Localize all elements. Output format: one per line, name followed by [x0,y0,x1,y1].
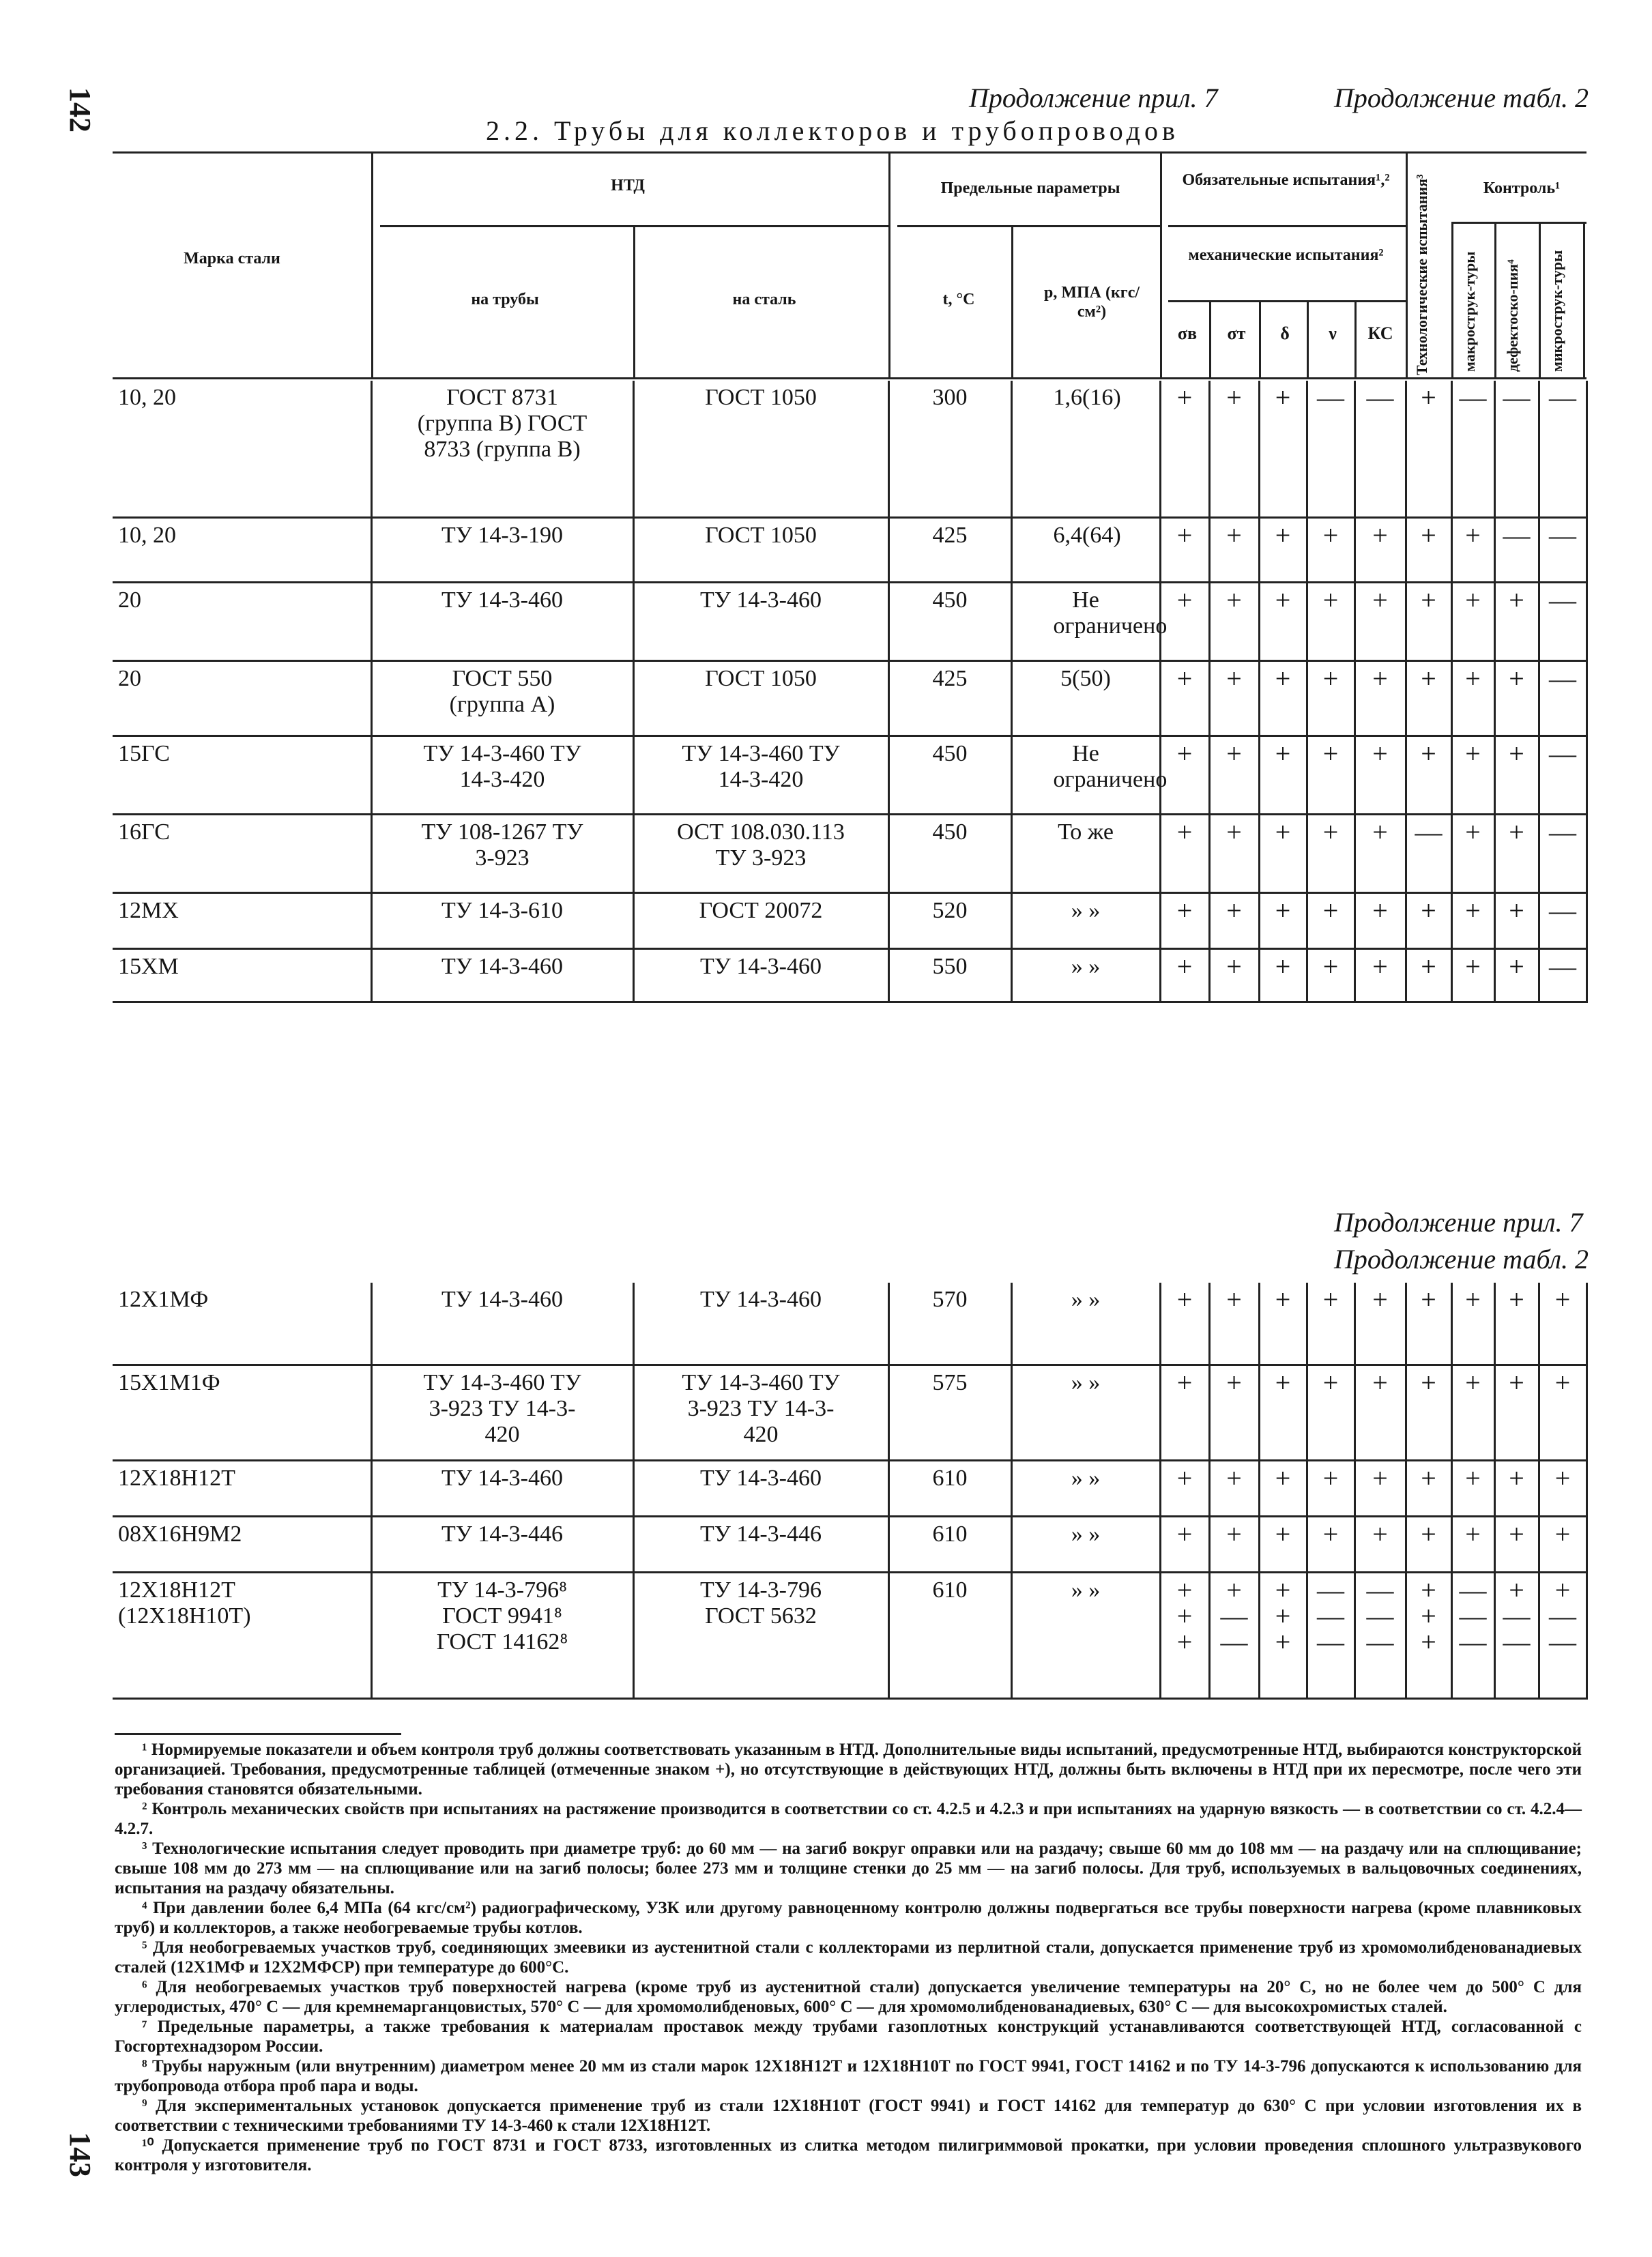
test-mark-cell: + [1539,1460,1586,1516]
pressure-cell: Не ограничено [1011,582,1160,660]
test-mark-cell: + [1494,1365,1539,1460]
ntd-pipes-cell: ТУ 14-3-460 [371,948,633,1002]
test-mark-cell: — [1539,892,1586,948]
footnote: ⁴ При давлении более 6,4 МПа (64 кгс/см²) радиографическому, УЗК или другому равноценному контролю должны подвергаться все трубы поверхности нагрева (кроме плавниковых труб) и коллекторов, а также необогреваемые трубы котлов. [115,1899,1582,1937]
ntd-steel-cell: ГОСТ 20072 [633,892,888,948]
col-macro: макрострук-туры [1461,251,1478,372]
ntd-steel-cell: ТУ 14-3-460 [633,1283,888,1365]
test-mark-cell: + [1209,948,1259,1002]
test-mark-cell: — [1539,660,1586,736]
pipes-table-2 [113,1283,1588,1700]
test-mark-cell: + [1307,736,1354,814]
test-mark-cell: — [1451,381,1494,517]
test-mark-cell: + [1160,948,1209,1002]
temperature-cell: 610 [888,1572,1011,1698]
test-mark-cell: — [1539,736,1586,814]
test-mark-cell: — [1307,381,1354,517]
test-mark-cell: + [1451,1365,1494,1460]
test-mark-cell: + [1354,1516,1406,1572]
temperature-cell: 300 [888,381,1011,517]
test-mark-cell: + [1494,948,1539,1002]
table-row [113,1572,1586,1698]
test-mark-cell: + [1307,582,1354,660]
ntd-steel-cell: ГОСТ 1050 [633,381,888,517]
test-mark-cell: + [1451,517,1494,582]
test-mark-cell: — — — [1354,1572,1406,1698]
test-mark-cell: + + + [1160,1572,1209,1698]
test-mark-cell: + [1259,381,1307,517]
steel-grade-cell: 12МХ [113,892,371,948]
page-number-top: 142 [63,87,97,132]
test-mark-cell: + [1494,814,1539,892]
test-mark-cell: + [1209,660,1259,736]
test-mark-cell: + [1209,1460,1259,1516]
test-mark-cell: + [1494,1460,1539,1516]
footnote: ⁵ Для необогреваемых участков труб, соединяющих змеевики из аустенитной стали с коллекторами из перлитной стали, допускается применение труб из хромомолибденованадиевых сталей (12Х1МФ и 12Х2МФСР) при температуре до 600°С. [115,1938,1582,1977]
header-top-rule [113,151,1586,154]
test-mark-cell: + [1451,948,1494,1002]
test-mark-cell: — — — [1307,1572,1354,1698]
table-row [113,736,1586,814]
footnote: ⁹ Для экспериментальных установок допускается применение труб из стали 12Х18Н10Т (ГОСТ 9941) и ГОСТ 14162 для температур до 630° С при условии изготовления их в соответствии с техническими требованиями ТУ 14-3-460 к стали 12Х18Н12Т. [115,2097,1582,2135]
ntd-pipes-cell: ТУ 14-3-460 ТУ 3-923 ТУ 14-3-420 [371,1365,633,1460]
test-mark-cell: + [1307,1283,1354,1365]
ntd-pipes-cell: ТУ 14-3-190 [371,517,633,582]
test-mark-cell: — [1539,381,1586,517]
pressure-cell: » » [1011,1460,1160,1516]
pressure-cell: 6,4(64) [1011,517,1160,582]
test-mark-cell: + [1160,1365,1209,1460]
test-mark-cell: + [1406,660,1451,736]
col-mark: Марка стали [184,250,280,267]
test-mark-cell: + [1160,517,1209,582]
col-control: Контроль¹ [1483,179,1561,197]
test-mark-cell: + [1451,660,1494,736]
table-row [113,582,1586,660]
ntd-steel-cell: ТУ 14-3-796 ГОСТ 5632 [633,1572,888,1698]
ntd-pipes-cell: ТУ 14-3-610 [371,892,633,948]
temperature-cell: 425 [888,517,1011,582]
footnote: ⁸ Трубы наружным (или внутренним) диаметром менее 20 мм из стали марок 12Х18Н12Т и 12Х18Н10Т по ГОСТ 9941, ГОСТ 14162 и по ТУ 14-3-796 допускаются к использованию для трубопровода отбора проб пара и воды. [115,2057,1582,2095]
temperature-cell: 520 [888,892,1011,948]
ntd-pipes-cell: ТУ 14-3-460 ТУ 14-3-420 [371,736,633,814]
pipes-table-1 [113,381,1588,1003]
test-mark-cell: + [1451,1283,1494,1365]
test-mark-cell: + [1354,1365,1406,1460]
test-mark-cell: — — — [1451,1572,1494,1698]
col-limits: Предельные параметры [940,179,1120,197]
test-mark-cell: + — — [1494,1572,1539,1698]
test-mark-cell: — [1539,517,1586,582]
test-mark-cell: + [1494,1283,1539,1365]
steel-grade-cell: 15ХМ [113,948,371,1002]
table-row [113,517,1586,582]
test-mark-cell: — [1539,814,1586,892]
col-mandatory: Обязательные испытания¹,² [1182,171,1390,189]
pressure-cell: » » [1011,892,1160,948]
steel-grade-cell: 10, 20 [113,517,371,582]
test-mark-cell: + [1406,1516,1451,1572]
test-mark-cell: + [1259,948,1307,1002]
test-mark-cell: + [1259,1516,1307,1572]
test-mark-cell: + [1307,517,1354,582]
temperature-cell: 450 [888,582,1011,660]
temperature-cell: 425 [888,660,1011,736]
ntd-steel-cell: ТУ 14-3-460 ТУ 14-3-420 [633,736,888,814]
steel-grade-cell: 12Х18Н12Т [113,1460,371,1516]
ntd-steel-cell: ТУ 14-3-460 ТУ 3-923 ТУ 14-3-420 [633,1365,888,1460]
ntd-steel-cell: ТУ 14-3-446 [633,1516,888,1572]
col-sigma-b: σв [1177,323,1198,343]
test-mark-cell: + [1354,1460,1406,1516]
ntd-pipes-cell: ТУ 14-3-460 [371,1460,633,1516]
table-row [113,948,1586,1002]
ntd-pipes-cell: ТУ 14-3-446 [371,1516,633,1572]
temperature-cell: 450 [888,814,1011,892]
test-mark-cell: + [1160,892,1209,948]
pressure-cell: » » [1011,948,1160,1002]
test-mark-cell: + [1209,1365,1259,1460]
test-mark-cell: + [1451,736,1494,814]
table-row [113,381,1586,517]
test-mark-cell: + [1494,892,1539,948]
table-row [113,1365,1586,1460]
test-mark-cell: + [1259,517,1307,582]
steel-grade-cell: 15Х1М1Ф [113,1365,371,1460]
col-sigma-t: σт [1227,323,1246,343]
table-row [113,1516,1586,1572]
test-mark-cell: + [1209,582,1259,660]
test-mark-cell: + [1160,1516,1209,1572]
pressure-cell: 1,6(16) [1011,381,1160,517]
col-kc: КС [1367,323,1393,343]
test-mark-cell: + [1354,1283,1406,1365]
test-mark-cell: + [1406,582,1451,660]
test-mark-cell: + [1406,1283,1451,1365]
ntd-pipes-cell: ТУ 108-1267 ТУ 3-923 [371,814,633,892]
ntd-pipes-cell: ГОСТ 8731 (группа В) ГОСТ 8733 (группа В) [371,381,633,517]
test-mark-cell: + [1307,1365,1354,1460]
page-number-bottom: 143 [63,2132,97,2177]
test-mark-cell: — [1539,582,1586,660]
ntd-pipes-cell: ТУ 14-3-460 [371,582,633,660]
test-mark-cell: + [1354,517,1406,582]
test-mark-cell: + [1539,1516,1586,1572]
test-mark-cell: — [1494,517,1539,582]
steel-grade-cell: 15ГС [113,736,371,814]
test-mark-cell: + [1406,381,1451,517]
ntd-pipes-cell: ТУ 14-3-460 [371,1283,633,1365]
ntd-steel-cell: ТУ 14-3-460 [633,948,888,1002]
col-ntd: НТД [611,177,645,194]
test-mark-cell: + [1307,948,1354,1002]
test-mark-cell: + [1259,1460,1307,1516]
test-mark-cell: + [1494,582,1539,660]
footnote: ⁷ Предельные параметры, а также требования к материалам проставок между трубами газоплотных конструкций устанавливаются соответствующей НТД, согласованной с Госгортехнадзором России. [115,2018,1582,2056]
test-mark-cell: + [1259,1365,1307,1460]
footnote-rule [115,1733,401,1735]
section-title: 2.2. Трубы для коллекторов и трубопроводов [486,115,1179,146]
test-mark-cell: + [1209,381,1259,517]
test-mark-cell: + [1160,381,1209,517]
pressure-cell: » » [1011,1283,1160,1365]
test-mark-cell: + [1354,660,1406,736]
footnote: ¹ Нормируемые показатели и объем контроля труб должны соответствовать указанным в НТД. Дополнительные виды испытаний, предусмотренные НТД, выбираются конструкторской организацией. Требования, предусмотренные таблицей (отмеченные знаком +), но отсутствующие в действующих НТД, должны быть включены в НТД при их пересмотре, после чего эти требования становятся обязательными. [115,1741,1582,1799]
test-mark-cell: + [1494,660,1539,736]
test-mark-cell: + [1539,1283,1586,1365]
test-mark-cell: + [1451,1516,1494,1572]
temperature-cell: 575 [888,1365,1011,1460]
test-mark-cell: — [1494,381,1539,517]
footnote: ³ Технологические испытания следует проводить при диаметре труб: до 60 мм — на загиб вокруг оправки или на раздачу; свыше 60 мм до 108 мм — на раздачу или на сплющивание; свыше 108 мм до 273 мм — на сплющивание или на загиб полосы; более 273 мм и толщине стенки до 25 мм — на загиб полосы. Для труб, используемых в вальцовочных соединениях, испытания на раздачу обязательны. [115,1839,1582,1897]
test-mark-cell: + — — [1209,1572,1259,1698]
test-mark-cell: + [1494,736,1539,814]
table-row [113,1283,1586,1365]
footnotes [115,1740,1582,2175]
test-mark-cell: + [1451,1460,1494,1516]
col-mech: механические испытания² [1188,246,1384,264]
test-mark-cell: + [1354,948,1406,1002]
test-mark-cell: — [1354,381,1406,517]
test-mark-cell: + [1160,814,1209,892]
temperature-cell: 610 [888,1460,1011,1516]
test-mark-cell: + [1160,582,1209,660]
col-delta: δ [1280,323,1290,343]
continuation-appendix-2: Продолжение прил. 7 [1334,1207,1583,1238]
test-mark-cell: + [1259,1283,1307,1365]
test-mark-cell: — [1539,948,1586,1002]
table-row [113,1460,1586,1516]
test-mark-cell: + [1354,736,1406,814]
test-mark-cell: + [1160,660,1209,736]
steel-grade-cell: 20 [113,660,371,736]
col-micro: микрострук-туры [1548,250,1565,372]
col-ntd-pipes: на трубы [471,291,539,308]
pressure-cell: То же [1011,814,1160,892]
test-mark-cell: + [1539,1365,1586,1460]
test-mark-cell: + [1209,1283,1259,1365]
test-mark-cell: + [1406,1460,1451,1516]
test-mark-cell: + [1209,1516,1259,1572]
steel-grade-cell: 12Х1МФ [113,1283,371,1365]
ntd-steel-cell: ТУ 14-3-460 [633,582,888,660]
footnote: ¹⁰ Допускается применение труб по ГОСТ 8731 и ГОСТ 8733, изготовленных из слитка методом пилигриммовой прокатки, при условии проведения сплошного ультразвукового контроля у изготовителя. [115,2136,1582,2174]
temperature-cell: 550 [888,948,1011,1002]
pressure-cell: » » [1011,1572,1160,1698]
test-mark-cell: + [1307,1516,1354,1572]
test-mark-cell: + [1307,814,1354,892]
footnote: ⁶ Для необогреваемых участков труб поверхностей нагрева (кроме труб из аустенитной стали) допускается увеличение температуры на 20° С, но не более чем до 500° С для углеродистых, 470° С — для кремнемарганцовистых, 570° С — для хромомолибденовых, 600° С — для хромомолибденованадиевых, 630° С — для высокохромистых сталей. [115,1978,1582,2016]
test-mark-cell: + [1406,948,1451,1002]
ntd-steel-cell: ОСТ 108.030.113 ТУ 3-923 [633,814,888,892]
steel-grade-cell: 16ГС [113,814,371,892]
col-nu: ν [1329,323,1337,343]
test-mark-cell: + [1307,892,1354,948]
pressure-cell: Не ограничено [1011,736,1160,814]
test-mark-cell: + [1209,814,1259,892]
ntd-steel-cell: ГОСТ 1050 [633,517,888,582]
test-mark-cell: + [1354,582,1406,660]
test-mark-cell: + [1406,892,1451,948]
test-mark-cell: + [1209,892,1259,948]
col-temp: t, °C [942,291,975,308]
col-ntd-steel: на сталь [732,291,796,308]
temperature-cell: 570 [888,1283,1011,1365]
test-mark-cell: + [1160,1283,1209,1365]
pressure-cell: » » [1011,1365,1160,1460]
col-pressure: р, МПА (кгс/см²) [1043,284,1140,321]
steel-grade-cell: 20 [113,582,371,660]
test-mark-cell: + [1354,814,1406,892]
test-mark-cell: + [1406,1365,1451,1460]
test-mark-cell: + [1307,660,1354,736]
test-mark-cell: + [1451,892,1494,948]
test-mark-cell: + [1451,814,1494,892]
test-mark-cell: + [1451,582,1494,660]
steel-grade-cell: 12Х18Н12Т (12Х18Н10Т) [113,1572,371,1698]
test-mark-cell: + + + [1406,1572,1451,1698]
table-row [113,660,1586,736]
test-mark-cell: + [1209,517,1259,582]
ntd-steel-cell: ГОСТ 1050 [633,660,888,736]
test-mark-cell: + [1406,517,1451,582]
test-mark-cell: + [1259,582,1307,660]
test-mark-cell: + [1406,736,1451,814]
test-mark-cell: — [1406,814,1451,892]
continuation-table: Продолжение табл. 2 [1334,83,1589,113]
test-mark-cell: + [1259,660,1307,736]
table-row [113,892,1586,948]
pressure-cell: 5(50) [1011,660,1160,736]
table-row [113,814,1586,892]
ntd-pipes-cell: ТУ 14-3-796⁸ ГОСТ 9941⁸ ГОСТ 14162⁸ [371,1572,633,1698]
pressure-cell: » » [1011,1516,1160,1572]
test-mark-cell: + [1160,1460,1209,1516]
continuation-table-2: Продолжение табл. 2 [1334,1244,1589,1275]
test-mark-cell: + [1160,736,1209,814]
test-mark-cell: + — — [1539,1572,1586,1698]
steel-grade-cell: 08Х16Н9М2 [113,1516,371,1572]
col-tech: Технологические испытания³ [1413,174,1430,375]
test-mark-cell: + [1494,1516,1539,1572]
ntd-pipes-cell: ГОСТ 550 (группа А) [371,660,633,736]
col-defect: дефектоско-пия⁴ [1504,259,1521,372]
ntd-steel-cell: ТУ 14-3-460 [633,1460,888,1516]
continuation-appendix: Продолжение прил. 7 [969,83,1218,113]
test-mark-cell: + [1259,814,1307,892]
temperature-cell: 610 [888,1516,1011,1572]
steel-grade-cell: 10, 20 [113,381,371,517]
test-mark-cell: + [1209,736,1259,814]
test-mark-cell: + [1259,892,1307,948]
test-mark-cell: + + + [1259,1572,1307,1698]
test-mark-cell: + [1259,736,1307,814]
temperature-cell: 450 [888,736,1011,814]
test-mark-cell: + [1307,1460,1354,1516]
footnote: ² Контроль механических свойств при испытаниях на растяжение производится в соответствии со ст. 4.2.5 и 4.2.3 и при испытаниях на ударную вязкость — в соответствии со ст. 4.2.4—4.2.7. [115,1800,1582,1838]
test-mark-cell: + [1354,892,1406,948]
